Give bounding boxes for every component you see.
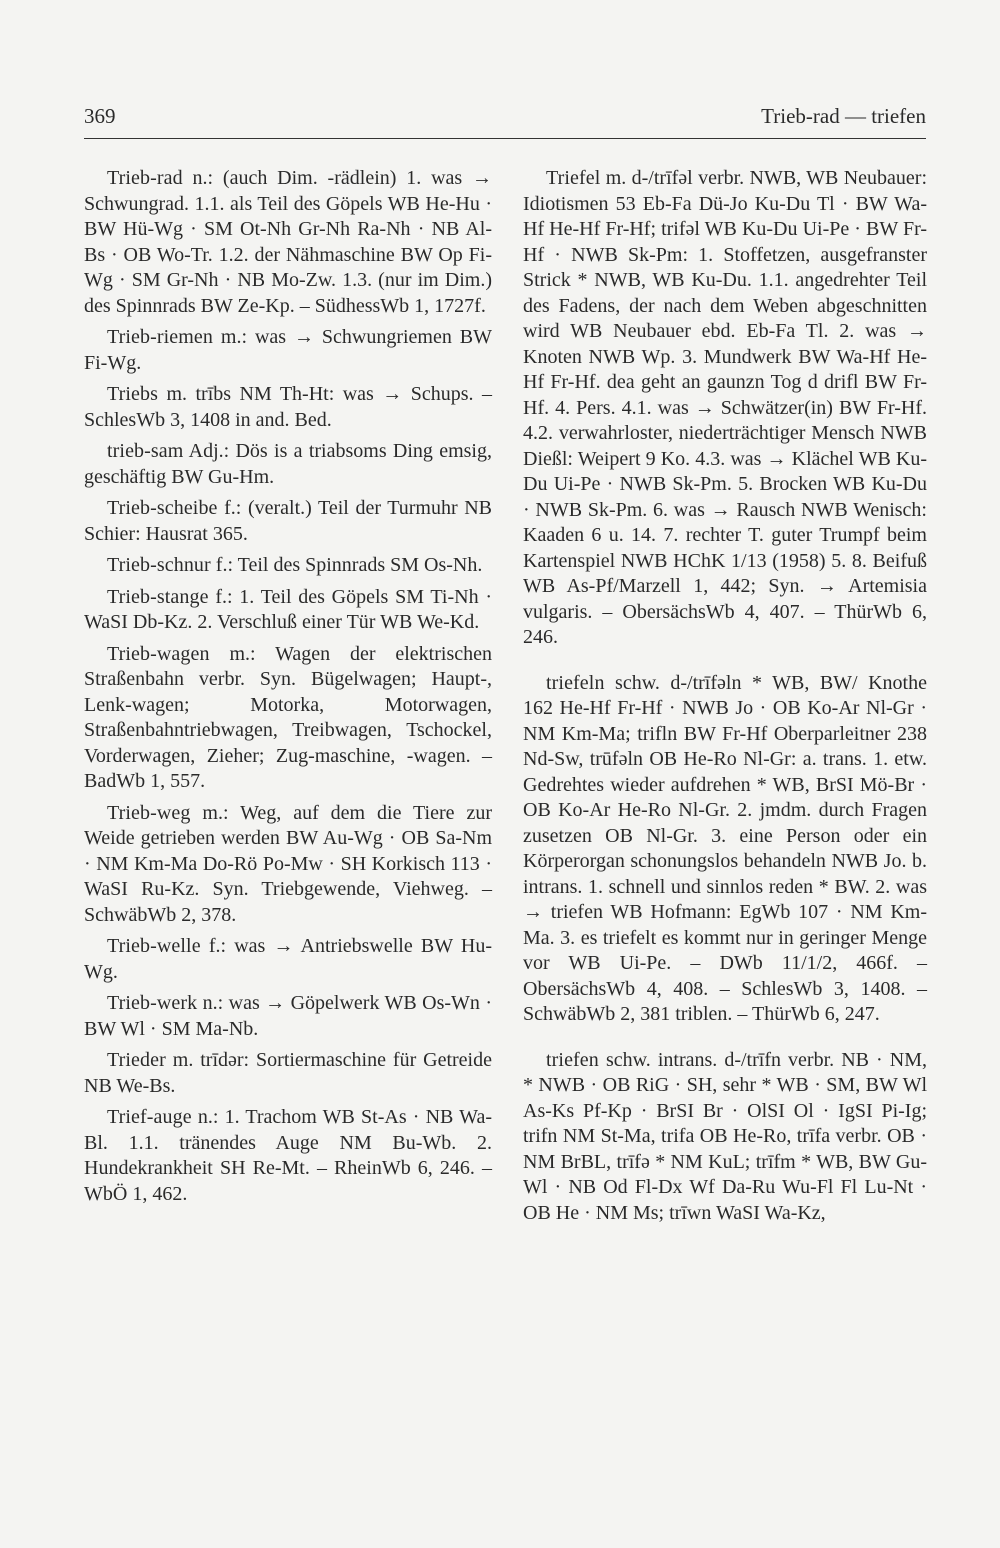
entry: [84, 166, 492, 319]
entry-text: n.: (auch Dim. -rädlein) 1. was → Schwungrad. 1.1. als Teil des Göpels WB He-Hu · BW Hü-Wg · SM Ot-Nh Gr-Nh Ra-Nh · NB Al-Bs · OB Wo-Tr. 1.2. der Nähmaschine BW Op Fi-Wg · SM Gr-Nh · NB Mo-Zw. 1.3. (nur im Dim.) des Spinnrads BW Ze-Kp. – SüdhessWb 1, 1727f.: [84, 167, 492, 317]
lemma: Trieb-werk: [107, 992, 198, 1014]
entry-text: m.: Weg, auf dem die Tiere zur Weide getrieben werden BW Au-Wg · OB Sa-Nm · NM Km-Ma Do-Rö Po-Mw · SH Korkisch 113 · WaSI Ru-Kz. Syn. Triebgewende, Viehweg. – SchwäbWb 2, 378.: [84, 801, 492, 926]
lemma: Trieb-scheibe: [107, 497, 218, 519]
entry: [84, 642, 492, 795]
lemma: Trieb-welle: [107, 935, 201, 957]
lemma: Trieb-schnur: [107, 554, 211, 576]
entry: [84, 553, 492, 579]
entry-text: f.: (veralt.) Teil der Turmuhr NB Schier: Hausrat 365.: [84, 497, 492, 545]
entry: [84, 991, 492, 1042]
entry-text: m.: Wagen der elektrischen Straßenbahn verbr. Syn. Bügelwagen; Haupt-, Lenk-wagen; Motorka, Motorwagen, Straßenbahntriebwagen, Treibwagen, Tschockel, Vorderwagen, Zieher; Zug-maschine, -wagen. – BadWb 1, 557.: [84, 642, 492, 792]
entry: [84, 325, 492, 376]
entry: [523, 671, 927, 1028]
entry: [523, 166, 927, 651]
entry: [84, 801, 492, 929]
lemma: Trieb-stange: [107, 585, 209, 608]
entry: [84, 1105, 492, 1207]
entry: [84, 585, 492, 636]
entry: [84, 1048, 492, 1099]
entry-text: n.: was → Göpelwerk WB Os-Wn · BW Wl · SM Ma-Nb.: [84, 992, 492, 1040]
entry-text: n.: 1. Trachom WB St-As · NB Wa-Bl. 1.1. tränendes Auge NM Bu-Wb. 2. Hundekrankheit SH Re-Mt. – RheinWb 6, 246. – WbÖ 1, 462.: [84, 1106, 492, 1205]
lemma: Trieb-rad: [107, 167, 183, 189]
lemma: Triefel: [546, 167, 601, 189]
entry-text: f.: 1. Teil des Göpels SM Ti-Nh · WaSI Db-Kz. 2. Verschluß einer Tür WB We-Kd.: [84, 585, 492, 633]
lemma: Trief-auge: [107, 1106, 192, 1128]
lemma: Trieb-riemen: [107, 326, 213, 348]
left-column: [84, 166, 492, 1213]
lemma: trieb-sam: [107, 440, 184, 462]
entry-text: m. trīdər: Sortiermaschine für Getreide NB We-Bs.: [84, 1049, 492, 1097]
entry-text: m. d-/trīfəl verbr. NWB, WB Neubauer: Idiotismen 53 Eb-Fa Dü-Jo Ku-Du Tl · BW Wa-Hf He-Hf Fr-Hf; trifəl WB Ku-Du Ui-Pe · BW Fr-Hf · NWB Sk-Pm: 1. Stoffetzen, ausgefranster Strick * NWB, WB Ku-Du. 1.1. angedrehter Teil des Fadens, der nach dem Weben abgeschnitten wird WB Neubauer ebd. Eb-Fa Tl. 2. was → Knoten NWB Wp. 3. Mundwerk BW Wa-Hf He-Hf Fr-Hf. dea geht an gaunzn Tog d drifl BW Fr-Hf. 4. Pers. 4.1. was → Schwätzer(in) BW Fr-Hf. 4.2. verwahrloster, niederträchtiger Mensch NWB Dießl: Weipert 9 Ko. 4.3. was → Klächel WB Ku-Du Ui-Pe · NWB Sk-Pm. 5. Brocken WB Ku-Du · NWB Sk-Pm. 6. was → Rausch NWB Wenisch: Kaaden 6 u. 14. 7. rechter T. guter Trumpf beim Kartenspiel NWB HChK 1/13 (1958) 5. 8. Beifuß WB As-Pf/Marzell 1, 442; Syn. → Artemisia vulgaris. – ObersächsWb 4, 407. – ThürWb 6, 246.: [523, 167, 927, 648]
entry: [84, 934, 492, 985]
lemma: Trieb-weg: [107, 801, 191, 824]
page-number: 369: [84, 104, 116, 128]
page-header: [84, 104, 926, 139]
entry-text: f.: was → Antriebswelle BW Hu-Wg.: [84, 935, 492, 983]
lemma: Triebs: [107, 383, 158, 405]
entry: [84, 382, 492, 433]
entry: [523, 1048, 927, 1227]
entry-text: f.: Teil des Spinnrads SM Os-Nh.: [210, 554, 483, 576]
entry-text: Adj.: Dös is a triabsoms Ding emsig, geschäftig BW Gu-Hm.: [84, 440, 492, 488]
entry-text: schw. d-/trīfəln * WB, BW/ Knothe 162 He-Hf Fr-Hf · NWB Jo · OB Ko-Ar Nl-Gr · NM Km-Ma; trifln BW Fr-Hf Oberparleitner 238 Nd-Sw, trūfəln OB He-Ro Nl-Gr: a. trans. 1. etw. Gedrehtes wieder aufdrehen * WB, BrSI Mö-Br · OB Ko-Ar He-Ro Nl-Gr. 2. jmdm. durch Fragen zusetzen OB Nl-Gr. 3. eine Person oder ein Körperorgan schonungslos behandeln NWB Jo. b. intrans. 1. schnell und sinnlos reden * BW. 2. was → triefen WB Hofmann: EgWb 107 · NM Km-Ma. 3. es triefelt es kommt nur in geringer Menge vor WB Ui-Pe. – DWb 11/1/2, 466f. – ObersächsWb 4, 408. – SchlesWb 3, 1408. – SchwäbWb 2, 381 triblen. – ThürWb 6, 247.: [523, 671, 927, 1025]
entry: [84, 439, 492, 490]
lemma: triefeln: [546, 671, 605, 694]
right-column: [523, 166, 927, 1232]
running-head: Trieb-rad — triefen: [761, 104, 926, 128]
lemma: triefen: [546, 1048, 599, 1071]
entry-text: m. trībs NM Th-Ht: was → Schups. – SchlesWb 3, 1408 in and. Bed.: [84, 383, 492, 431]
entry-text: schw. intrans. d-/trīfn verbr. NB · NM, * NWB · OB RiG · SH, sehr * WB · SM, BW Wl As-Ks Pf-Kp · BrSI Br · OlSI Ol · IgSI Pi-Ig; trifn NM St-Ma, trifa OB He-Ro, trīfa verbr. OB · NM BrBL, trīfə * NM KuL; trīfm * WB, BW Gu-Wl · NB Od Fl-Dx Wf Da-Ru Wu-Fl Fl Lu-Nt · OB He · NM Ms; trīwn WaSI Wa-Kz,: [523, 1048, 927, 1224]
lemma: Trieb-wagen: [107, 642, 210, 665]
lemma: Trieder: [107, 1049, 166, 1071]
entry-text: m.: was → Schwungriemen BW Fi-Wg.: [84, 326, 492, 374]
entry: [84, 496, 492, 547]
